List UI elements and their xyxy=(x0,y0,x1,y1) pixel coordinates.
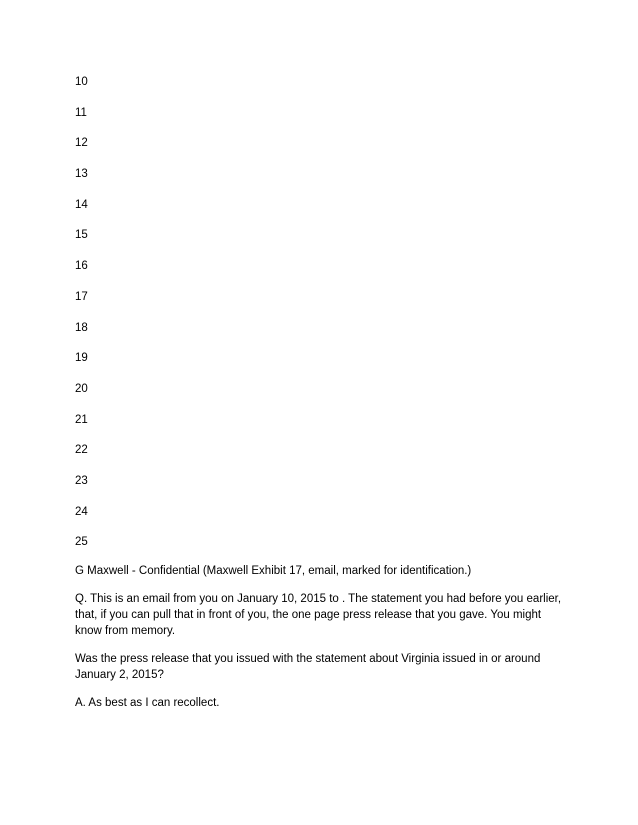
line-number: 23 xyxy=(75,474,88,487)
question-paragraph: Was the press release that you issued with the statement about Virginia issued in or around January 2, 2015? xyxy=(75,653,541,681)
answer-paragraph: A. As best as I can recollect. xyxy=(75,697,220,709)
line-number-column xyxy=(75,75,88,566)
line-number: 19 xyxy=(75,352,88,365)
line-number: 22 xyxy=(75,444,88,457)
line-number: 25 xyxy=(75,536,88,549)
line-number: 24 xyxy=(75,505,88,518)
line-number: 15 xyxy=(75,229,88,242)
line-number: 13 xyxy=(75,168,88,181)
line-number: 17 xyxy=(75,290,88,303)
line-number: 16 xyxy=(75,260,88,273)
line-number: 10 xyxy=(75,76,88,88)
line-number: 20 xyxy=(75,382,88,395)
line-number: 18 xyxy=(75,321,88,334)
line-number: 21 xyxy=(75,413,88,426)
exhibit-caption: G Maxwell - Confidential (Maxwell Exhibit 17, email, marked for identification.) xyxy=(75,565,472,577)
line-number: 14 xyxy=(75,198,88,211)
line-number: 12 xyxy=(75,137,88,150)
transcript-body xyxy=(75,563,565,723)
line-number: 11 xyxy=(75,106,87,119)
question-paragraph: Q. This is an email from you on January 10, 2015 to . The statement you had before you earlier, that, if you can pull that in front of you, the one page press release that you gave. You might know from memory. xyxy=(75,593,562,637)
